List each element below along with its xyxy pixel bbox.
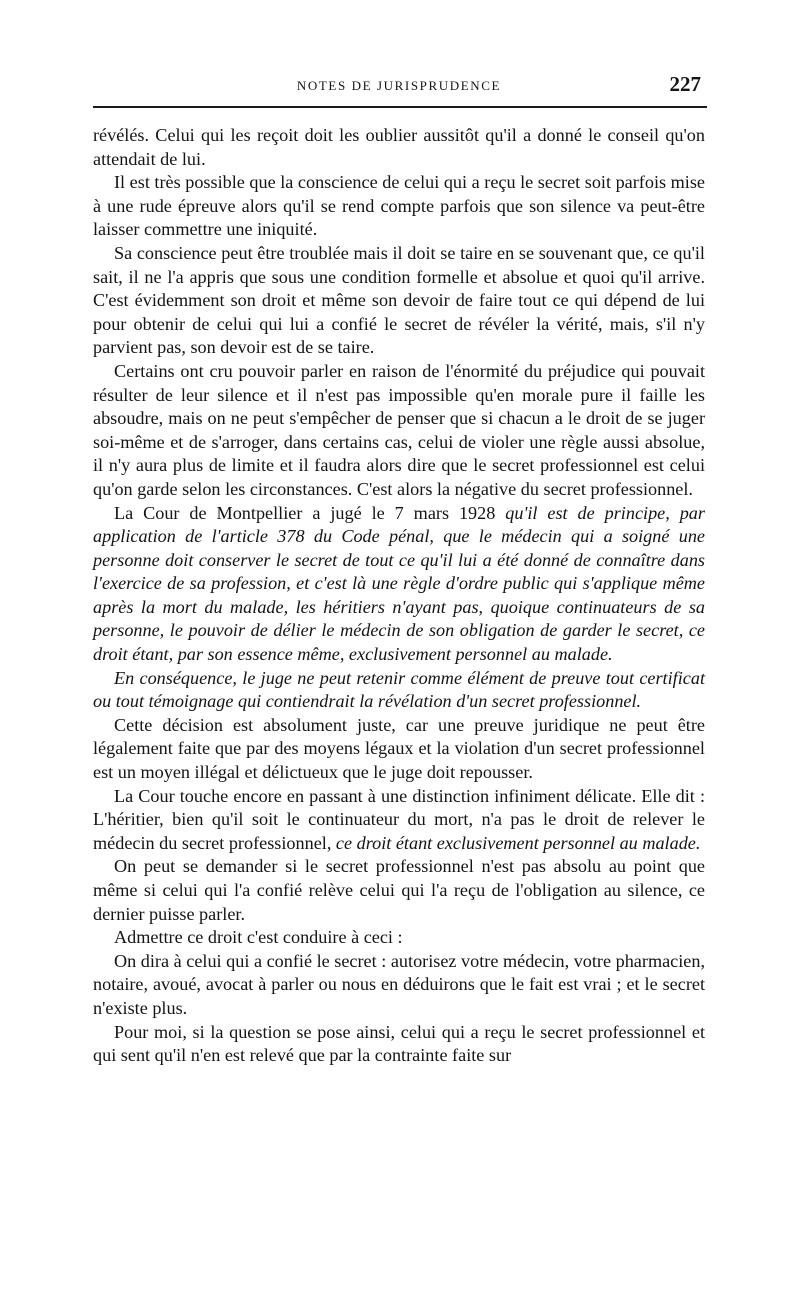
page-number: 227: [669, 72, 701, 96]
paragraph: Sa conscience peut être troublée mais il doit se taire en se souvenant que, ce qu'il sait, il ne l'a appris que sous une condition formelle et absolue et quoi qu'il arrive. C'est évidemment son droit et même son devoir de faire tout ce qui dépend de lui pour obtenir de celui qui lui a confié le secret de révéler la vérité, mais, s'il n'y parvient pas, son devoir est de se taire.: [93, 242, 705, 358]
running-title: NOTES DE JURISPRUDENCE: [296, 78, 502, 93]
paragraph: Admettre ce droit c'est conduire à ceci :: [114, 927, 403, 948]
paragraph: On dira à celui qui a confié le secret : autorisez votre médecin, votre pharmacien, notaire, avoué, avocat à parler ou nous en déduirons que le fait est vrai ; et le secret n'existe plus.: [93, 950, 705, 1018]
paragraph: On peut se demander si le secret professionnel n'est pas absolu au point que même si celui qui l'a confié relève celui qui l'a reçu de l'obligation au silence, ce dernier puisse parler.: [93, 856, 705, 924]
paragraph: révélés. Celui qui les reçoit doit les oublier aussitôt qu'il a donné le conseil qu'on attendait de lui.: [93, 125, 705, 169]
header-rule: [93, 106, 707, 108]
ruling-consequence-quote: En conséquence, le juge ne peut retenir comme élément de preuve tout certificat ou tout témoignage qui contiendrait la révélation d'un secret professionnel.: [93, 667, 705, 712]
paragraph: Il est très possible que la conscience de celui qui a reçu le secret soit parfois mise à une rude épreuve alors qu'il se rend compte parfois que son silence va peut-être laisser commettre une iniquité.: [93, 172, 705, 240]
page-header: [93, 72, 705, 102]
paragraph-ruling-consequence: [93, 667, 705, 714]
paragraph: Cette décision est absolument juste, car une preuve juridique ne peut être légalement faite que par des moyens légaux et la violation d'un secret professionnel est un moyen illégal et délictueux que le juge doit repousser.: [93, 714, 705, 783]
paragraph-court-ruling: La Cour de Montpellier a jugé le 7 mars 1928 qu'il est de principe, par application de l'article 378 du Code pénal, que le médecin qui a soigné une personne doit conserver le secret de tout ce qu'il lui a été donné de connaître dans l'exercice de sa profession, et c'est là une règle d'ordre public qui s'applique même après la mort du malade, les héritiers n'ayant pas, quoique continuateurs de sa personne, le pouvoir de délier le médecin de son obligation de garder le secret, ce droit étant, par son essence même, exclusivement personnel au malade.: [93, 502, 705, 665]
paragraph: La Cour touche encore en passant à une distinction infiniment délicate. Elle dit : L'héritier, bien qu'il soit le continuateur du mort, n'a pas le droit de relever le médecin du secret professionnel, ce droit étant exclusivement personnel au malade.: [93, 785, 705, 853]
ruling-quote: qu'il est de principe, par application de l'article 378 du Code pénal, que le médecin qui a soigné une personne doit conserver le secret de tout ce qu'il lui a été donné de connaître dans l'exercice de sa profession, et c'est là une règle d'ordre public qui s'applique même après la mort du malade, les héritiers n'ayant pas, quoique continuateurs de sa personne, le pouvoir de délier le médecin de son obligation de garder le secret, ce droit étant, par son essence même, exclusivement personnel au malade.: [93, 502, 705, 665]
paragraph: Pour moi, si la question se pose ainsi, celui qui a reçu le secret professionnel et qui sent qu'il n'en est relevé que par la contrainte faite sur: [93, 1021, 705, 1066]
italic-emphasis: ce droit étant exclusivement personnel au malade.: [335, 832, 701, 853]
paragraph: Certains ont cru pouvoir parler en raison de l'énormité du préjudice qui pouvait résulter de leur silence et il n'est pas impossible qu'en morale pure il faille les absoudre, mais on ne peut s'empêcher de penser que si chacun a le droit de se juger soi-même et de s'arroger, dans certains cas, celui de violer une règle aussi absolue, il n'y aura plus de limite et il faudra alors dire que le secret professionnel est celui qu'on garde selon les circonstances. C'est alors la négative du secret professionnel.: [93, 360, 705, 499]
body-text: [93, 124, 705, 1068]
